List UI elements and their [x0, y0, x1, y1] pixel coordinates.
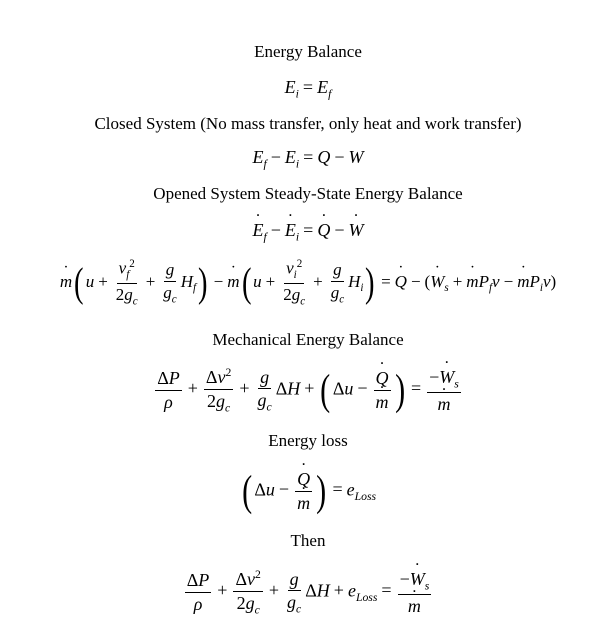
- equation-closed-system: $E_f - E_i = Q - W$: [252, 147, 364, 171]
- heading-then: Then: [290, 531, 326, 550]
- equation-opened-system-expanded: ˙ m( u + $\frac{v_f^2}{2g_c}$ + $\frac{g}{g_c}$ $H_f$) −˙ m( u + $\frac{v_i^2}{2g_c}$ + $\frac{g}{g_c}$ $H_i$) =˙ Q − (˙ $W_s$ +˙ $mP_fv$ −˙ $mP_iv$): [0, 258, 616, 308]
- equation-energy-loss: ( Δu − ˙ Q ˙ m ) = $e_{Loss}$: [0, 469, 616, 513]
- heading-energy-balance: Energy Balance: [254, 42, 362, 61]
- equation-final: $\frac{\Delta P}{\rho}$ + $\frac{\Delta v^2}{2g_c}$ + $\frac{g}{g_c}$ $\Delta H + e_{Loss}$ = −˙ $W_s$ ˙ m: [0, 568, 616, 617]
- equation-energy-balance: $E_i = E_f$: [284, 77, 332, 101]
- equation-opened-system-rate: ˙ $E_f$ −˙ $E_i$ =˙ Q −˙ W: [0, 219, 616, 249]
- heading-closed-system: Closed System (No mass transfer, only heat and work transfer): [94, 114, 522, 133]
- heading-mechanical-energy-balance: Mechanical Energy Balance: [212, 330, 404, 349]
- heading-opened-system: Opened System Steady-State Energy Balance: [153, 184, 463, 203]
- equation-mechanical-energy-balance: $\frac{\Delta P}{\rho}$ + $\frac{\Delta v^2}{2g_c}$ + $\frac{g}{g_c}$ ΔH + ( Δu − ˙ Q ˙ m ) = −˙ $W_s$ ˙ m: [0, 366, 616, 415]
- heading-energy-loss: Energy loss: [268, 431, 348, 450]
